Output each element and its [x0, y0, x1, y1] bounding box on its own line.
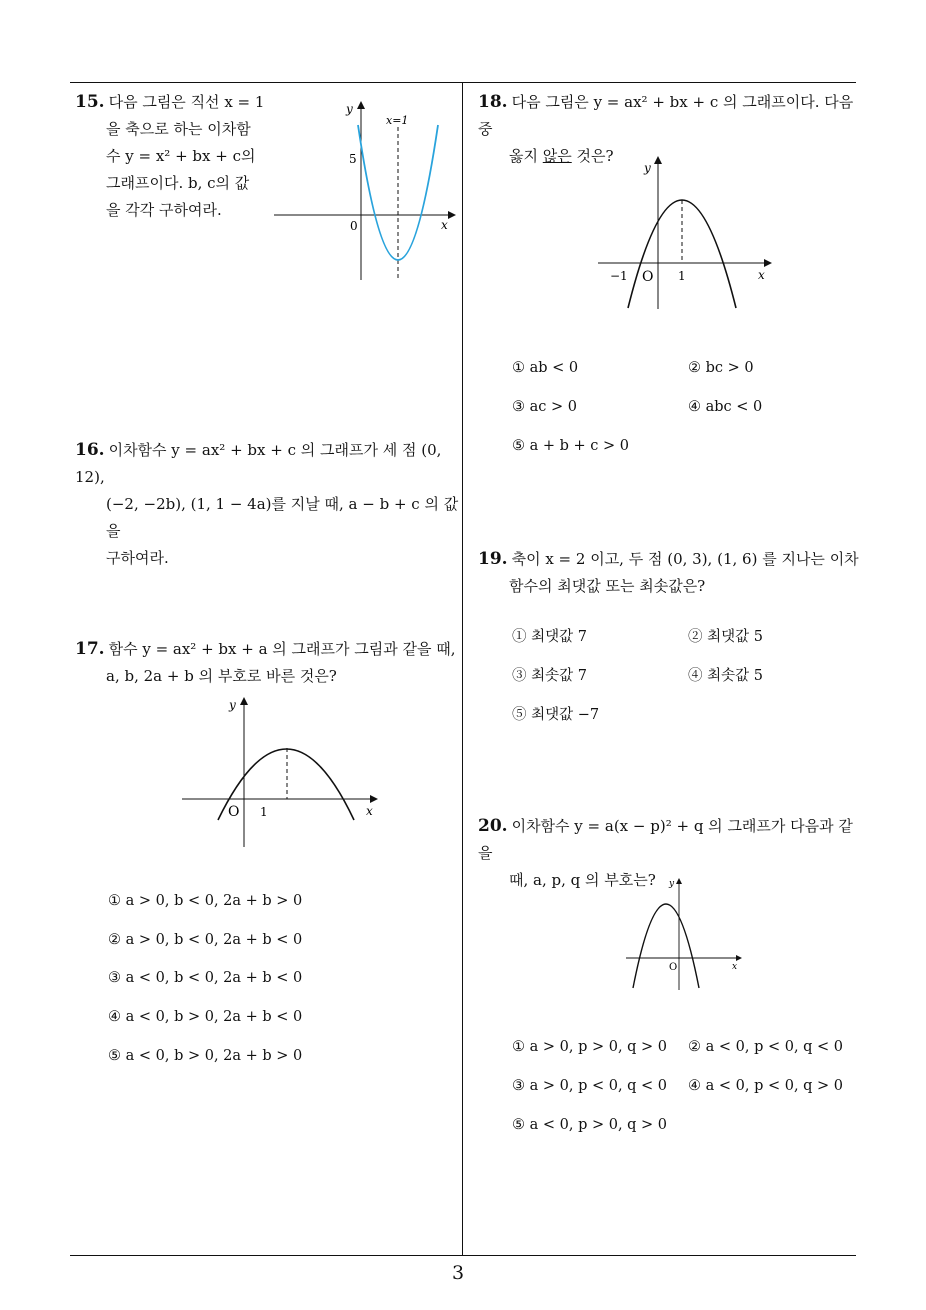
question-15 — [75, 89, 275, 224]
option-3[interactable]: ③ a > 0, p < 0, q < 0 — [512, 1078, 668, 1094]
bottom-rule — [70, 1255, 856, 1256]
option-5[interactable]: ⑤ a < 0, p > 0, q > 0 — [512, 1117, 668, 1133]
x-axis-label: x — [758, 268, 765, 282]
option-3[interactable]: ③ 최솟값 7 — [512, 668, 587, 684]
y-axis-label: y — [346, 102, 353, 116]
x-axis-arrow — [736, 955, 742, 961]
option-3[interactable]: ③ ac > 0 — [512, 399, 577, 415]
option-2[interactable]: ② bc > 0 — [688, 360, 754, 376]
question-text-line: 다음 그림은 직선 x = 1 — [108, 93, 265, 111]
x-tick-label: 1 — [260, 805, 268, 819]
x-tick-label: 1 — [678, 269, 686, 283]
column-divider — [462, 82, 463, 1256]
question-number: 17. — [75, 639, 105, 659]
question-text-line: 을 각각 구하여라. — [106, 201, 222, 219]
question-text-line: 구하여라. — [106, 549, 169, 567]
question-19 — [478, 546, 863, 600]
question-text-line: 그래프이다. b, c의 값 — [106, 174, 250, 192]
parabola-curve — [633, 904, 699, 988]
page-number: 3 — [452, 1262, 465, 1284]
underlined-word: 않은 — [542, 147, 572, 165]
x-axis-label: x — [441, 218, 448, 232]
option-3[interactable]: ③ a < 0, b < 0, 2a + b < 0 — [108, 970, 303, 986]
option-2[interactable]: ② a > 0, b < 0, 2a + b < 0 — [108, 932, 303, 948]
option-5[interactable]: ⑤ 최댓값 −7 — [512, 707, 600, 723]
option-4[interactable]: ④ 최솟값 5 — [688, 668, 763, 684]
x-axis-arrow — [764, 259, 772, 267]
question-text-line: 을 축으로 하는 이차함 — [106, 120, 251, 138]
origin-label: O — [228, 804, 240, 820]
x-axis-label: x — [366, 804, 373, 818]
origin-label: O — [669, 962, 678, 973]
y-axis-arrow — [357, 101, 365, 109]
y-axis-label: y — [644, 161, 651, 175]
y-tick-label: 5 — [349, 152, 357, 166]
option-1[interactable]: ① a > 0, p > 0, q > 0 — [512, 1039, 668, 1055]
x-axis-arrow — [448, 211, 456, 219]
question-text-line: 다음 그림은 y = ax² + bx + c 의 그래프이다. 다음 중 — [478, 93, 854, 138]
question-number: 20. — [478, 816, 508, 836]
question-text-line: 함수의 최댓값 또는 최솟값은? — [509, 577, 706, 595]
axis-equation-label: x=1 — [386, 114, 409, 127]
option-4[interactable]: ④ a < 0, b > 0, 2a + b < 0 — [108, 1009, 303, 1025]
question-number: 19. — [478, 549, 508, 569]
y-axis-arrow — [240, 697, 248, 705]
option-1[interactable]: ① a > 0, b < 0, 2a + b > 0 — [108, 893, 303, 909]
option-5[interactable]: ⑤ a < 0, b > 0, 2a + b > 0 — [108, 1048, 303, 1064]
question-text-line: a, b, 2a + b 의 부호로 바른 것은? — [106, 667, 337, 685]
origin-label: 0 — [350, 219, 358, 233]
question-text-part: 옳지 — [509, 147, 543, 165]
neg-tick-label: −1 — [610, 269, 628, 283]
option-1[interactable]: ① 최댓값 7 — [512, 629, 587, 645]
x-axis-label: x — [732, 962, 738, 972]
question-text-line: 수 y = x² + bx + c의 — [106, 147, 256, 165]
option-2[interactable]: ② a < 0, p < 0, q < 0 — [688, 1039, 844, 1055]
option-4[interactable]: ④ abc < 0 — [688, 399, 763, 415]
option-1[interactable]: ① ab < 0 — [512, 360, 579, 376]
question-number: 15. — [75, 92, 105, 112]
question-text-line: 때, a, p, q 의 부호는? — [509, 871, 656, 889]
question-text-line: 이차함수 y = a(x − p)² + q 의 그래프가 다음과 같을 — [478, 817, 853, 862]
graph-q15 — [270, 95, 460, 290]
question-number: 18. — [478, 92, 508, 112]
graph-q18 — [594, 152, 784, 314]
question-17 — [75, 636, 460, 690]
graph-q17 — [178, 695, 383, 850]
option-5[interactable]: ⑤ a + b + c > 0 — [512, 438, 629, 454]
y-axis-arrow — [676, 878, 682, 884]
question-number: 16. — [75, 440, 105, 460]
y-axis-arrow — [654, 156, 662, 164]
option-4[interactable]: ④ a < 0, p < 0, q > 0 — [688, 1078, 844, 1094]
question-text-line: 함수 y = ax² + bx + a 의 그래프가 그림과 같을 때, — [108, 640, 456, 658]
y-axis-label: y — [669, 879, 675, 889]
origin-label: O — [642, 269, 654, 285]
question-text-line: (−2, −2b), (1, 1 − 4a)를 지날 때, a − b + c 의 값을 — [106, 495, 459, 540]
y-axis-label: y — [229, 698, 236, 712]
question-16 — [75, 437, 460, 572]
x-axis-arrow — [370, 795, 378, 803]
question-text-line: 축이 x = 2 이고, 두 점 (0, 3), (1, 6) 를 지나는 이차 — [511, 550, 859, 568]
top-rule — [70, 82, 856, 83]
question-text-line: 이차함수 y = ax² + bx + c 의 그래프가 세 점 (0, 12), — [75, 441, 442, 486]
question-text-part: 것은? — [571, 147, 614, 165]
option-2[interactable]: ② 최댓값 5 — [688, 629, 763, 645]
graph-q20 — [624, 874, 748, 994]
